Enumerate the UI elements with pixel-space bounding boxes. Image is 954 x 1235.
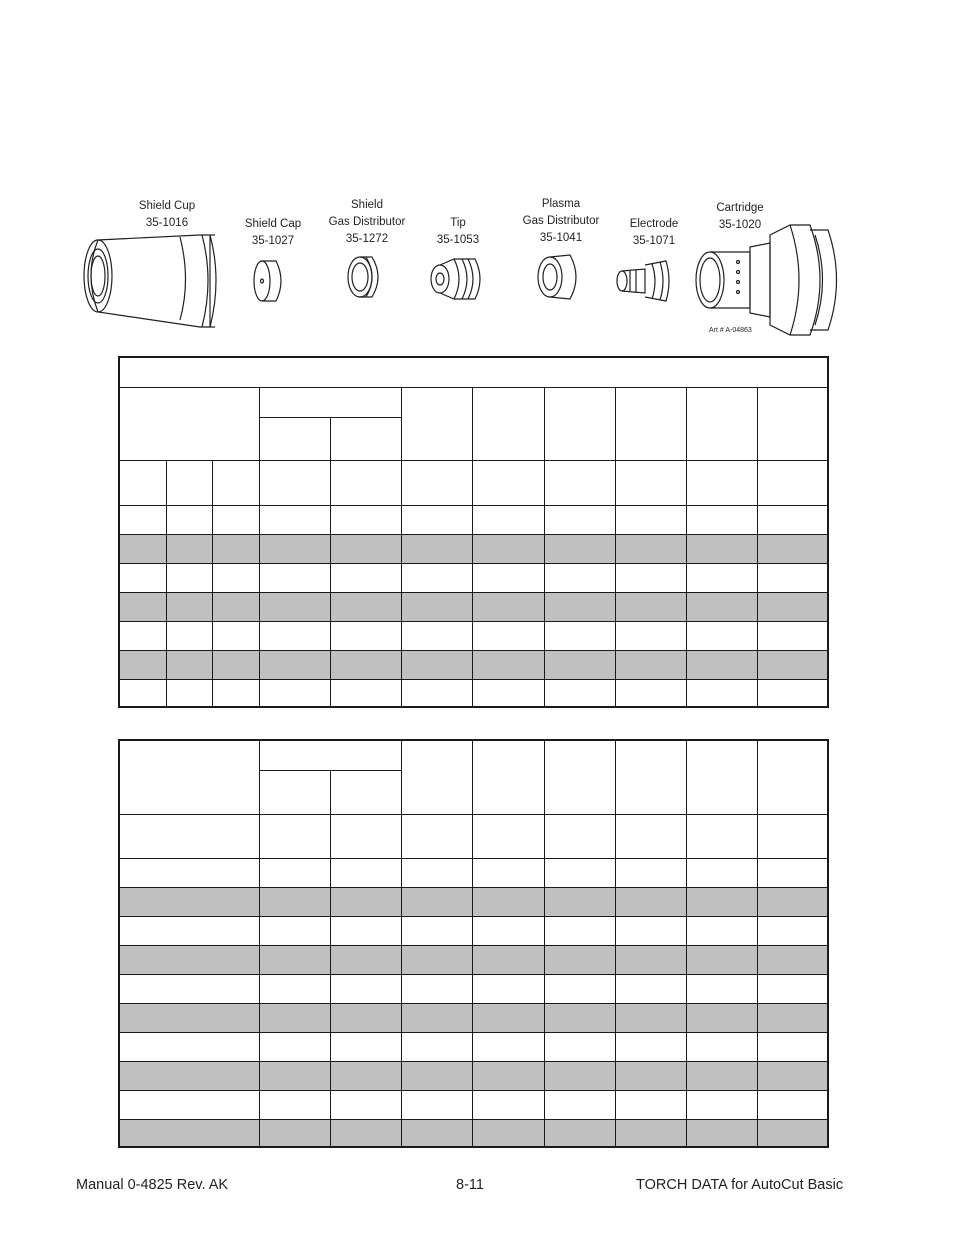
table-cell <box>330 534 401 563</box>
table-cell <box>401 679 472 707</box>
part-number: 35-1016 <box>145 217 189 229</box>
table-cell <box>757 621 828 650</box>
table-cell <box>259 740 401 770</box>
table-cell <box>330 1061 401 1090</box>
table-cell <box>472 621 544 650</box>
table-cell <box>472 740 544 814</box>
table-cell <box>686 460 757 505</box>
table-cell <box>757 460 828 505</box>
table-cell <box>330 814 401 858</box>
table-cell <box>401 534 472 563</box>
table-cell <box>472 1119 544 1147</box>
table-cell <box>615 1032 686 1061</box>
table-cell <box>259 1032 330 1061</box>
table-cell <box>686 916 757 945</box>
table-cell <box>401 1003 472 1032</box>
table-units-row <box>119 814 828 858</box>
table-cell <box>615 1061 686 1090</box>
part-name: Shield Cup <box>138 200 196 212</box>
table-cell <box>119 505 166 534</box>
table-cell <box>166 650 212 679</box>
part-name-line2: Gas Distributor <box>328 216 406 228</box>
table-cell <box>544 563 615 592</box>
table-cell <box>615 945 686 974</box>
table-cell <box>686 1061 757 1090</box>
table-cell <box>472 858 544 887</box>
table-cell <box>686 534 757 563</box>
table-cell <box>401 1090 472 1119</box>
table-cell <box>757 505 828 534</box>
table-cell <box>166 534 212 563</box>
table-cell <box>330 417 401 460</box>
table-cell <box>401 916 472 945</box>
consumable-parts-drawing <box>70 195 870 345</box>
table-cell <box>401 460 472 505</box>
table-row <box>119 1032 828 1061</box>
table-cell <box>119 945 259 974</box>
table-cell <box>615 916 686 945</box>
table-cell <box>259 814 330 858</box>
table-cell <box>259 1061 330 1090</box>
table-cell <box>615 1119 686 1147</box>
table-cell <box>686 563 757 592</box>
table-cell <box>472 945 544 974</box>
table-row <box>119 858 828 887</box>
table-cell <box>212 563 259 592</box>
table-cell <box>757 887 828 916</box>
table-cell <box>615 534 686 563</box>
table-cell <box>757 974 828 1003</box>
table-cell <box>615 592 686 621</box>
table-cell <box>212 621 259 650</box>
torch-data-table-1 <box>118 356 829 708</box>
table-cell <box>472 505 544 534</box>
table-cell <box>686 1032 757 1061</box>
table-cell <box>330 916 401 945</box>
table-cell <box>544 814 615 858</box>
table-row <box>119 1061 828 1090</box>
electrode-drawing <box>617 261 669 301</box>
table-cell <box>615 460 686 505</box>
table-cell <box>757 1090 828 1119</box>
table-cell <box>544 916 615 945</box>
table-cell <box>259 945 330 974</box>
table-cell <box>544 505 615 534</box>
table-cell <box>119 387 259 460</box>
table-cell <box>119 1032 259 1061</box>
table-header-row <box>119 740 828 770</box>
table-cell <box>472 1032 544 1061</box>
table-cell <box>259 650 330 679</box>
table-cell <box>615 887 686 916</box>
table-cell <box>401 1061 472 1090</box>
table-cell <box>686 1119 757 1147</box>
table-cell <box>119 534 166 563</box>
art-number: Art # A-04863 <box>709 327 752 334</box>
table-cell <box>330 460 401 505</box>
table-cell <box>259 770 330 814</box>
table-cell <box>757 1119 828 1147</box>
part-number: 35-1020 <box>718 219 762 231</box>
table-row <box>119 916 828 945</box>
table-cell <box>330 945 401 974</box>
table-cell <box>401 740 472 814</box>
table-cell <box>330 887 401 916</box>
table-cell <box>330 505 401 534</box>
part-name: Cartridge <box>716 202 764 214</box>
table-cell <box>166 505 212 534</box>
table-cell <box>472 974 544 1003</box>
table-cell <box>615 1090 686 1119</box>
table-cell <box>544 679 615 707</box>
table-cell <box>615 974 686 1003</box>
table-cell <box>119 1003 259 1032</box>
table-row <box>119 974 828 1003</box>
table-cell <box>757 814 828 858</box>
table-cell <box>401 887 472 916</box>
table-cell <box>544 887 615 916</box>
table-row <box>119 1090 828 1119</box>
table-cell <box>259 592 330 621</box>
part-name-line1: Shield <box>351 199 383 211</box>
table-cell <box>119 740 259 814</box>
table-cell <box>472 563 544 592</box>
table-cell <box>472 1090 544 1119</box>
table-cell <box>544 974 615 1003</box>
table-cell <box>259 505 330 534</box>
table-cell <box>212 592 259 621</box>
table-cell <box>119 1119 259 1147</box>
table-cell <box>401 1032 472 1061</box>
table-cell <box>544 858 615 887</box>
table-cell <box>615 621 686 650</box>
part-number: 35-1053 <box>436 234 480 246</box>
table-units-row <box>119 460 828 505</box>
table-cell <box>472 1061 544 1090</box>
table-row <box>119 887 828 916</box>
table-cell <box>686 387 757 460</box>
table-row <box>119 1003 828 1032</box>
table-cell <box>686 679 757 707</box>
table-cell <box>330 1003 401 1032</box>
table-row <box>119 534 828 563</box>
table-cell <box>330 563 401 592</box>
table-cell <box>757 534 828 563</box>
tip-drawing <box>431 259 480 299</box>
torch-data-table-2 <box>118 739 829 1148</box>
table-row <box>119 592 828 621</box>
table-cell <box>686 945 757 974</box>
table-cell <box>686 505 757 534</box>
table-cell <box>401 505 472 534</box>
table-cell <box>544 1119 615 1147</box>
table-cell <box>401 387 472 460</box>
table-cell <box>472 534 544 563</box>
table-cell <box>615 858 686 887</box>
table-cell <box>401 650 472 679</box>
table-cell <box>686 740 757 814</box>
table-cell <box>259 534 330 563</box>
table-cell <box>544 534 615 563</box>
table-cell <box>686 1090 757 1119</box>
footer-section-title: TORCH DATA for AutoCut Basic <box>636 1177 844 1193</box>
table-cell <box>544 740 615 814</box>
table-cell <box>330 1032 401 1061</box>
table-cell <box>472 1003 544 1032</box>
table-cell <box>259 916 330 945</box>
part-name-line1: Plasma <box>541 198 581 210</box>
footer-manual: Manual 0-4825 Rev. AK <box>76 1177 229 1193</box>
table-cell <box>259 417 330 460</box>
table-cell <box>544 1061 615 1090</box>
table-row <box>119 945 828 974</box>
table-cell <box>212 534 259 563</box>
table-cell <box>330 1119 401 1147</box>
table-cell <box>259 563 330 592</box>
table-cell <box>330 679 401 707</box>
table-cell <box>119 1061 259 1090</box>
table-row <box>119 679 828 707</box>
table-cell <box>119 814 259 858</box>
table-cell <box>544 621 615 650</box>
part-name-line2: Gas Distributor <box>522 215 600 227</box>
table-cell <box>757 1061 828 1090</box>
table-cell <box>686 592 757 621</box>
table-cell <box>472 387 544 460</box>
table-cell <box>259 1090 330 1119</box>
table-cell <box>212 460 259 505</box>
table-row <box>119 621 828 650</box>
table-cell <box>119 621 166 650</box>
footer-page-number: 8-11 <box>456 1177 484 1193</box>
table-cell <box>401 1119 472 1147</box>
table-row <box>119 1119 828 1147</box>
shield-cap-drawing <box>254 261 281 301</box>
table-cell <box>615 505 686 534</box>
table-cell <box>544 592 615 621</box>
table-cell <box>472 460 544 505</box>
table-cell <box>401 621 472 650</box>
table-cell <box>757 563 828 592</box>
table-cell <box>615 1003 686 1032</box>
shield-cup-drawing <box>84 235 216 327</box>
part-number: 35-1027 <box>251 235 295 247</box>
table-row <box>119 563 828 592</box>
table-cell <box>212 505 259 534</box>
table-row <box>119 505 828 534</box>
table-cell <box>330 858 401 887</box>
table-cell <box>259 1119 330 1147</box>
cartridge-drawing <box>696 225 837 335</box>
table-cell <box>757 592 828 621</box>
table-cell <box>119 592 166 621</box>
table-cell <box>615 387 686 460</box>
part-number: 35-1071 <box>632 235 676 247</box>
table-row <box>119 650 828 679</box>
table-cell <box>757 1003 828 1032</box>
table-cell <box>259 858 330 887</box>
table-cell <box>615 679 686 707</box>
table-cell <box>166 621 212 650</box>
table-cell <box>401 592 472 621</box>
table-cell <box>615 814 686 858</box>
table-cell <box>544 387 615 460</box>
table-cell <box>119 460 166 505</box>
table-cell <box>757 387 828 460</box>
table-cell <box>259 387 401 417</box>
table-cell <box>757 1032 828 1061</box>
table-cell <box>615 563 686 592</box>
table-cell <box>401 945 472 974</box>
table-cell <box>119 679 166 707</box>
table-cell <box>472 887 544 916</box>
table-cell <box>259 974 330 1003</box>
table-cell <box>615 650 686 679</box>
table-cell <box>119 357 828 387</box>
shield-gas-distributor-drawing <box>348 257 378 297</box>
table-cell <box>330 1090 401 1119</box>
plasma-gas-distributor-drawing <box>538 255 576 299</box>
table-cell <box>615 740 686 814</box>
table-cell <box>401 974 472 1003</box>
table-cell <box>544 1090 615 1119</box>
table-cell <box>544 945 615 974</box>
table-cell <box>259 621 330 650</box>
table-cell <box>686 887 757 916</box>
table-cell <box>757 858 828 887</box>
table-cell <box>212 679 259 707</box>
table-cell <box>259 679 330 707</box>
table-cell <box>472 814 544 858</box>
table-cell <box>259 887 330 916</box>
table-cell <box>686 1003 757 1032</box>
table-cell <box>472 916 544 945</box>
table-cell <box>330 650 401 679</box>
table-cell <box>330 621 401 650</box>
table-cell <box>119 887 259 916</box>
table-cell <box>166 679 212 707</box>
part-name: Electrode <box>629 218 679 230</box>
table-cell <box>472 650 544 679</box>
table-cell <box>757 679 828 707</box>
table-cell <box>757 916 828 945</box>
table-cell <box>212 650 259 679</box>
table-cell <box>544 1032 615 1061</box>
part-name: Shield Cap <box>244 218 302 230</box>
table-cell <box>330 770 401 814</box>
table-cell <box>686 621 757 650</box>
table-cell <box>544 650 615 679</box>
table-cell <box>119 974 259 1003</box>
table-title-row <box>119 357 828 387</box>
table-cell <box>166 563 212 592</box>
table-cell <box>401 563 472 592</box>
table-cell <box>401 858 472 887</box>
table-cell <box>119 916 259 945</box>
table-cell <box>544 460 615 505</box>
table-cell <box>757 945 828 974</box>
table-cell <box>166 592 212 621</box>
table-cell <box>119 1090 259 1119</box>
table-cell <box>472 592 544 621</box>
part-number: 35-1272 <box>345 233 389 245</box>
table-cell <box>330 974 401 1003</box>
table-cell <box>401 814 472 858</box>
table-cell <box>330 592 401 621</box>
table-cell <box>472 679 544 707</box>
table-cell <box>757 650 828 679</box>
table-header-row <box>119 387 828 417</box>
part-name: Tip <box>450 217 466 229</box>
table-cell <box>259 1003 330 1032</box>
table-cell <box>686 858 757 887</box>
table-cell <box>686 814 757 858</box>
table-cell <box>686 650 757 679</box>
table-cell <box>119 650 166 679</box>
table-cell <box>757 740 828 814</box>
table-cell <box>166 460 212 505</box>
part-number: 35-1041 <box>539 232 583 244</box>
table-cell <box>119 563 166 592</box>
table-cell <box>119 858 259 887</box>
table-cell <box>686 974 757 1003</box>
table-cell <box>259 460 330 505</box>
table-cell <box>544 1003 615 1032</box>
